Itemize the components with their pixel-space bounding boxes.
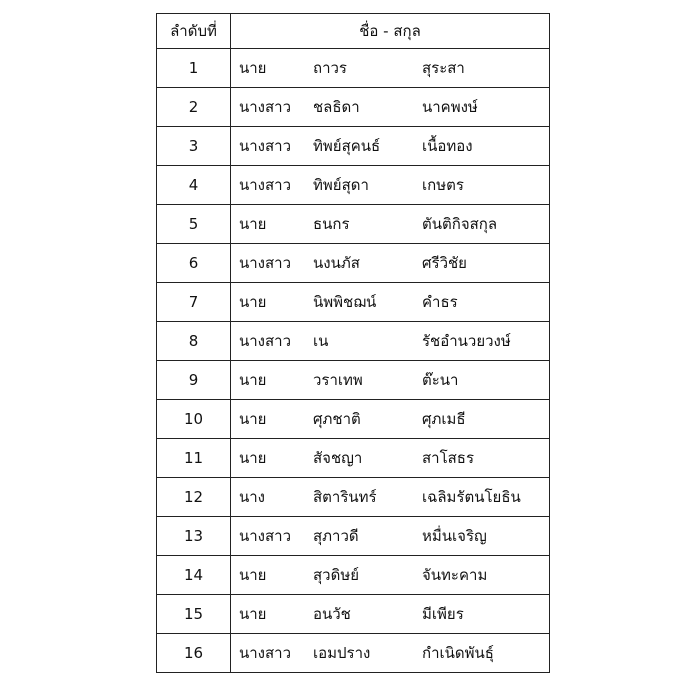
last-name: ศรีวิชัย (422, 253, 467, 272)
name-prefix: นาย (239, 409, 267, 428)
name-prefix: นาง (239, 487, 266, 506)
full-name (231, 58, 549, 77)
full-name (231, 409, 549, 428)
full-name-cell (231, 595, 550, 634)
full-name-cell (231, 322, 550, 361)
full-name (231, 331, 549, 350)
first-name: สิตารินทร์ (313, 487, 377, 506)
last-name: เนื้อทอง (422, 136, 473, 155)
first-name: ทิพย์สุคนธ์ (313, 136, 381, 155)
last-name: สาโสธร (422, 448, 475, 467)
table-row (157, 127, 550, 166)
full-name-cell (231, 205, 550, 244)
table-row (157, 322, 550, 361)
last-name: นาคพงษ์ (422, 97, 478, 116)
table-row (157, 439, 550, 478)
name-prefix: นาย (239, 448, 267, 467)
row-number: 7 (157, 283, 231, 322)
last-name: เฉลิมรัตนโยธิน (422, 487, 521, 506)
last-name: หมื่นเจริญ (422, 526, 487, 545)
last-name: ศุภเมธี (422, 409, 466, 428)
row-number: 1 (157, 49, 231, 88)
full-name (231, 253, 549, 272)
table-row (157, 49, 550, 88)
full-name-cell (231, 127, 550, 166)
row-number: 16 (157, 634, 231, 673)
full-name (231, 214, 549, 233)
first-name: เน (313, 331, 329, 350)
full-name-cell (231, 88, 550, 127)
table-row (157, 205, 550, 244)
last-name: คำธร (422, 292, 458, 311)
full-name-cell (231, 556, 550, 595)
full-name (231, 643, 549, 662)
full-name-cell (231, 400, 550, 439)
number-column-header: ลำดับที่ (157, 14, 231, 49)
row-number: 6 (157, 244, 231, 283)
table-row (157, 283, 550, 322)
row-number: 12 (157, 478, 231, 517)
row-number: 13 (157, 517, 231, 556)
table-body (157, 49, 550, 673)
full-name (231, 370, 549, 389)
row-number: 14 (157, 556, 231, 595)
full-name-cell (231, 478, 550, 517)
last-name: จันทะคาม (422, 565, 488, 584)
table-row (157, 88, 550, 127)
row-number: 3 (157, 127, 231, 166)
name-prefix: นาย (239, 214, 267, 233)
first-name: ถาวร (313, 58, 347, 77)
row-number: 9 (157, 361, 231, 400)
full-name (231, 526, 549, 545)
table-row (157, 361, 550, 400)
full-name-cell (231, 166, 550, 205)
first-name: เอมปราง (313, 643, 371, 662)
first-name: ชลธิดา (313, 97, 360, 116)
row-number: 15 (157, 595, 231, 634)
name-prefix: นาย (239, 604, 267, 623)
last-name: ตันติกิจสกุล (422, 214, 498, 233)
name-prefix: นางสาว (239, 643, 292, 662)
last-name: รัชอำนวยวงษ์ (422, 331, 511, 350)
header-row (157, 14, 550, 49)
full-name (231, 487, 549, 506)
table-row (157, 166, 550, 205)
first-name: วราเทพ (313, 370, 363, 389)
first-name: สัจชญา (313, 448, 363, 467)
first-name: ศุภชาติ (313, 409, 361, 428)
first-name: สุภาวดี (313, 526, 359, 545)
name-prefix: นาย (239, 58, 267, 77)
first-name: ธนกร (313, 214, 350, 233)
row-number: 2 (157, 88, 231, 127)
last-name: ต๊ะนา (422, 370, 459, 389)
row-number: 4 (157, 166, 231, 205)
full-name (231, 565, 549, 584)
row-number: 10 (157, 400, 231, 439)
first-name: นิพพิชฌน์ (313, 292, 377, 311)
last-name: สุระสา (422, 58, 465, 77)
first-name: สุวดิษย์ (313, 565, 359, 584)
name-prefix: นาย (239, 370, 267, 389)
table-row (157, 556, 550, 595)
full-name (231, 97, 549, 116)
full-name-cell (231, 283, 550, 322)
full-name-cell (231, 517, 550, 556)
last-name: กำเนิดพันธุ์ (422, 643, 494, 662)
name-prefix: นางสาว (239, 136, 292, 155)
name-prefix: นางสาว (239, 331, 292, 350)
name-prefix: นางสาว (239, 175, 292, 194)
name-prefix: นางสาว (239, 97, 292, 116)
row-number: 8 (157, 322, 231, 361)
table-row (157, 400, 550, 439)
name-column-header: ชื่อ - สกุล (231, 14, 550, 49)
full-name (231, 448, 549, 467)
full-name-cell (231, 49, 550, 88)
first-name: อนวัช (313, 604, 351, 623)
full-name (231, 136, 549, 155)
table-row (157, 634, 550, 673)
first-name: นงนภัส (313, 253, 360, 272)
name-list-table (156, 13, 550, 673)
table-row (157, 517, 550, 556)
full-name (231, 604, 549, 623)
table-row (157, 478, 550, 517)
full-name-cell (231, 634, 550, 673)
full-name-cell (231, 439, 550, 478)
name-prefix: นางสาว (239, 253, 292, 272)
full-name (231, 292, 549, 311)
table-row (157, 595, 550, 634)
full-name (231, 175, 549, 194)
full-name-cell (231, 244, 550, 283)
name-prefix: นาย (239, 292, 267, 311)
last-name: มีเพียร (422, 604, 464, 623)
last-name: เกษตร (422, 175, 464, 194)
name-prefix: นางสาว (239, 526, 292, 545)
first-name: ทิพย์สุดา (313, 175, 369, 194)
row-number: 5 (157, 205, 231, 244)
table-row (157, 244, 550, 283)
full-name-cell (231, 361, 550, 400)
name-prefix: นาย (239, 565, 267, 584)
row-number: 11 (157, 439, 231, 478)
